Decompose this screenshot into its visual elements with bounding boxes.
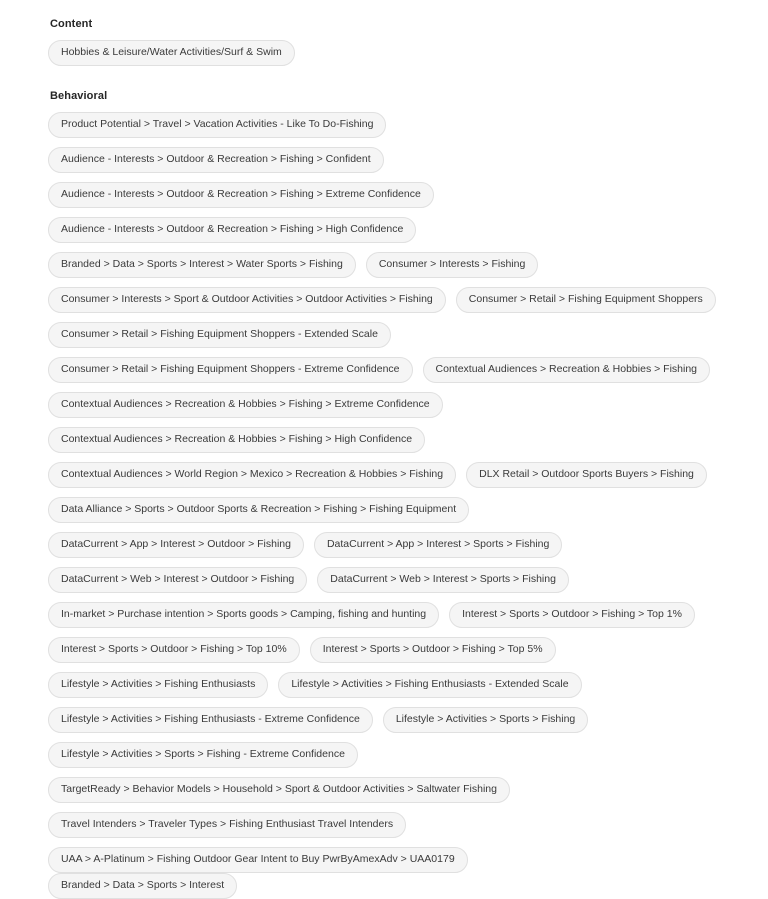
taxonomy-chip[interactable]: Data Alliance > Sports > Outdoor Sports & Recreation > Fishing > Fishing Equipment [48, 497, 469, 523]
taxonomy-chip[interactable]: Consumer > Retail > Fishing Equipment Shoppers - Extended Scale [48, 322, 391, 348]
taxonomy-chip[interactable]: Contextual Audiences > Recreation & Hobbies > Fishing > Extreme Confidence [48, 392, 443, 418]
taxonomy-chip[interactable]: DataCurrent > Web > Interest > Outdoor > Fishing [48, 567, 307, 593]
taxonomy-chip[interactable]: Contextual Audiences > Recreation & Hobbies > Fishing [423, 357, 711, 383]
taxonomy-chip[interactable]: Product Potential > Travel > Vacation Activities - Like To Do-Fishing [48, 112, 386, 138]
taxonomy-chip[interactable]: Contextual Audiences > World Region > Mexico > Recreation & Hobbies > Fishing [48, 462, 456, 488]
taxonomy-chip[interactable]: Contextual Audiences > Recreation & Hobbies > Fishing > High Confidence [48, 427, 425, 453]
taxonomy-chip[interactable]: Consumer > Retail > Fishing Equipment Shoppers - Extreme Confidence [48, 357, 413, 383]
taxonomy-chip[interactable]: DataCurrent > Web > Interest > Sports > Fishing [317, 567, 569, 593]
taxonomy-chip[interactable]: UAA > A-Platinum > Fishing Outdoor Gear Intent to Buy PwrByAmexAdv > UAA0179 [48, 847, 468, 873]
behavioral-section-title: Behavioral [50, 90, 108, 102]
behavioral-chip-list [48, 112, 724, 873]
taxonomy-chip[interactable]: Consumer > Interests > Sport & Outdoor Activities > Outdoor Activities > Fishing [48, 287, 446, 313]
taxonomy-chip[interactable]: Consumer > Interests > Fishing [366, 252, 538, 278]
taxonomy-chip[interactable]: DLX Retail > Outdoor Sports Buyers > Fishing [466, 462, 707, 488]
taxonomy-chip[interactable]: Audience - Interests > Outdoor & Recreation > Fishing > Confident [48, 147, 384, 173]
taxonomy-chip[interactable]: DataCurrent > App > Interest > Outdoor > Fishing [48, 532, 304, 558]
content-section-title: Content [50, 18, 93, 30]
taxonomy-chip[interactable]: Travel Intenders > Traveler Types > Fishing Enthusiast Travel Intenders [48, 812, 406, 838]
taxonomy-chip[interactable]: Interest > Sports > Outdoor > Fishing > Top 5% [310, 637, 556, 663]
taxonomy-chip[interactable]: In-market > Purchase intention > Sports goods > Camping, fishing and hunting [48, 602, 439, 628]
taxonomy-chip[interactable]: Interest > Sports > Outdoor > Fishing > Top 10% [48, 637, 300, 663]
taxonomy-chip[interactable]: Branded > Data > Sports > Interest > Water Sports > Fishing [48, 252, 356, 278]
behavioral-section [48, 90, 724, 891]
taxonomy-chip[interactable]: Lifestyle > Activities > Fishing Enthusiasts - Extended Scale [278, 672, 581, 698]
taxonomy-chip[interactable]: TargetReady > Behavior Models > Household > Sport & Outdoor Activities > Saltwater Fishing [48, 777, 510, 803]
taxonomy-chip[interactable]: DataCurrent > App > Interest > Sports > Fishing [314, 532, 562, 558]
taxonomy-chip[interactable]: Lifestyle > Activities > Sports > Fishing [383, 707, 588, 733]
taxonomy-chip[interactable]: Audience - Interests > Outdoor & Recreation > Fishing > Extreme Confidence [48, 182, 434, 208]
content-section [48, 18, 724, 66]
content-chip-list [48, 40, 724, 66]
taxonomy-chip[interactable]: Lifestyle > Activities > Fishing Enthusiasts - Extreme Confidence [48, 707, 373, 733]
taxonomy-chip[interactable]: Interest > Sports > Outdoor > Fishing > Top 1% [449, 602, 695, 628]
taxonomy-chip[interactable]: Branded > Data > Sports > Interest [48, 873, 237, 899]
taxonomy-chip[interactable]: Hobbies & Leisure/Water Activities/Surf & Swim [48, 40, 295, 66]
behavioral-chip-list-clipped [48, 873, 724, 891]
taxonomy-chip[interactable]: Consumer > Retail > Fishing Equipment Shoppers [456, 287, 716, 313]
taxonomy-chip[interactable]: Audience - Interests > Outdoor & Recreation > Fishing > High Confidence [48, 217, 416, 243]
taxonomy-chip[interactable]: Lifestyle > Activities > Sports > Fishing - Extreme Confidence [48, 742, 358, 768]
taxonomy-chip[interactable]: Lifestyle > Activities > Fishing Enthusiasts [48, 672, 268, 698]
